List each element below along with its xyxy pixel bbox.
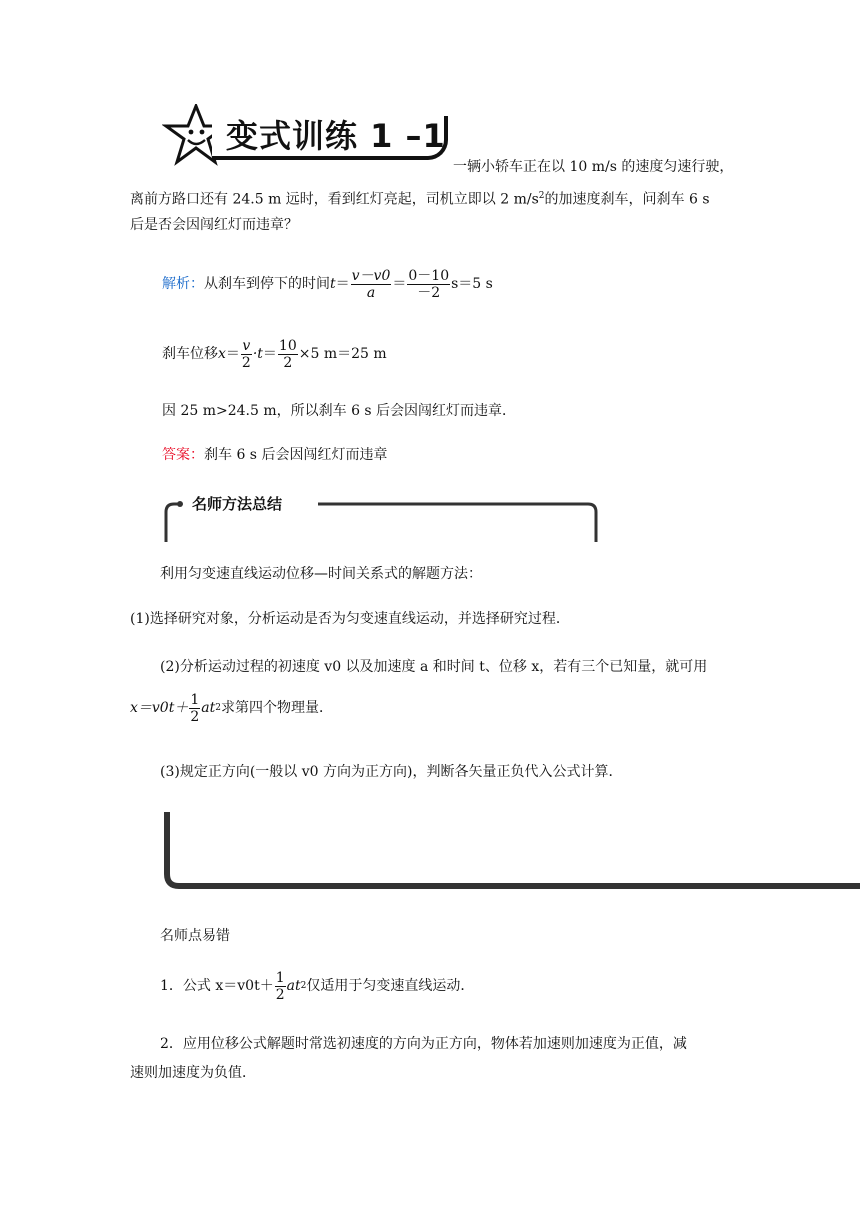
method-box-title: 名师方法总结 — [192, 495, 283, 513]
errors-i1-sup: 2 — [300, 981, 307, 991]
method-box-frame — [0, 490, 860, 890]
method-intro: 利用匀变速直线运动位移—时间关系式的解题方法： — [160, 566, 482, 582]
answer-label: 答案： — [162, 447, 204, 463]
problem-line-1: 一辆小轿车正在以 10 m/s 的速度匀速行驶， — [453, 159, 734, 175]
errors-title: 名师点易错 — [160, 928, 230, 944]
solution-l2-x: x — [218, 346, 226, 362]
banner-title: 变式训练 1 –1 — [226, 117, 446, 155]
errors-item-2-line-1: 2．应用位移公式解题时常选初速度的方向为正方向，物体若加速则加速度为正值，减 — [160, 1036, 687, 1052]
fraction-den: a — [351, 284, 392, 301]
fraction-den: 2 — [241, 354, 251, 371]
fraction-half — [189, 692, 200, 725]
problem-sup: 2 — [538, 191, 545, 201]
fraction-time — [351, 268, 392, 301]
fraction-den: 2 — [278, 354, 298, 371]
fraction-num: 1 — [275, 969, 285, 986]
errors-i1-tail: 仅适用于匀变速直线运动． — [306, 978, 475, 994]
solution-l1-t: t — [330, 276, 336, 292]
fraction-half — [275, 970, 286, 1003]
errors-item-1 — [160, 966, 474, 1006]
fraction-den: 2 — [190, 708, 200, 725]
solution-l1-eq2: ＝ — [392, 276, 407, 292]
solution-line-2 — [162, 334, 387, 374]
errors-item-2-line-2: 速则加速度为负值． — [130, 1065, 256, 1081]
formula-start: x＝v0t＋ — [130, 700, 189, 716]
fraction-values — [407, 268, 450, 301]
formula-tail: 求第四个物理量． — [220, 700, 333, 716]
fraction-num: v－v0 — [351, 267, 391, 284]
problem-line-2-tail: 的加速度刹车，问刹车 6 s — [544, 191, 710, 208]
fraction-den: 2 — [275, 986, 285, 1003]
formula-at: at — [201, 700, 216, 716]
solution-l2-eq: ＝ — [225, 346, 240, 362]
problem-line-2 — [130, 186, 710, 210]
solution-l1-text: 从刹车到停下的时间 — [204, 276, 330, 292]
errors-i1-at: at — [286, 978, 301, 994]
method-point-2: (2)分析运动过程的初速度 v0 以及加速度 a 和时间 t、位移 x，若有三个已知量，就可用 — [160, 659, 708, 675]
solution-l1-eq: ＝ — [335, 276, 350, 292]
problem-line-3: 后是否会因闯红灯而违章？ — [130, 217, 298, 233]
solution-line-3: 因 25 m>24.5 m，所以刹车 6 s 后会因闯红灯而违章． — [162, 403, 517, 419]
fraction-values-2 — [278, 338, 298, 371]
fraction-num: 10 — [278, 337, 297, 354]
fraction-num: v — [242, 337, 251, 354]
errors-i1-text: 1．公式 x＝v0t＋ — [160, 978, 274, 994]
fraction-den: －2 — [407, 284, 450, 301]
answer-text: 刹车 6 s 后会因闯红灯而违章 — [204, 447, 388, 463]
exercise-banner — [162, 104, 452, 168]
solution-l2-text: 刹车位移 — [162, 346, 218, 362]
solution-l2-t: ·t — [252, 346, 263, 362]
solution-l2-eq2: ＝ — [262, 346, 277, 362]
solution-label: 解析： — [162, 276, 204, 292]
fraction-avg — [241, 338, 252, 371]
solution-line-1 — [162, 264, 493, 304]
fraction-num: 0－10 — [408, 267, 450, 284]
solution-l2-tail: ×5 m＝25 m — [298, 346, 387, 362]
fraction-num: 1 — [190, 691, 200, 708]
method-point-1: (1)选择研究对象，分析运动是否为匀变速直线运动，并选择研究过程． — [130, 611, 570, 627]
problem-line-2-text: 离前方路口还有 24.5 m 远时，看到红灯亮起，司机立即以 2 m/s — [130, 191, 539, 208]
formula-sup: 2 — [215, 703, 221, 713]
method-point-3: (3)规定正方向(一般以 v0 方向为正方向)，判断各矢量正负代入公式计算． — [160, 764, 623, 780]
method-formula-line — [130, 688, 333, 728]
answer-line — [162, 445, 387, 465]
solution-l1-tail: s＝5 s — [451, 276, 493, 292]
